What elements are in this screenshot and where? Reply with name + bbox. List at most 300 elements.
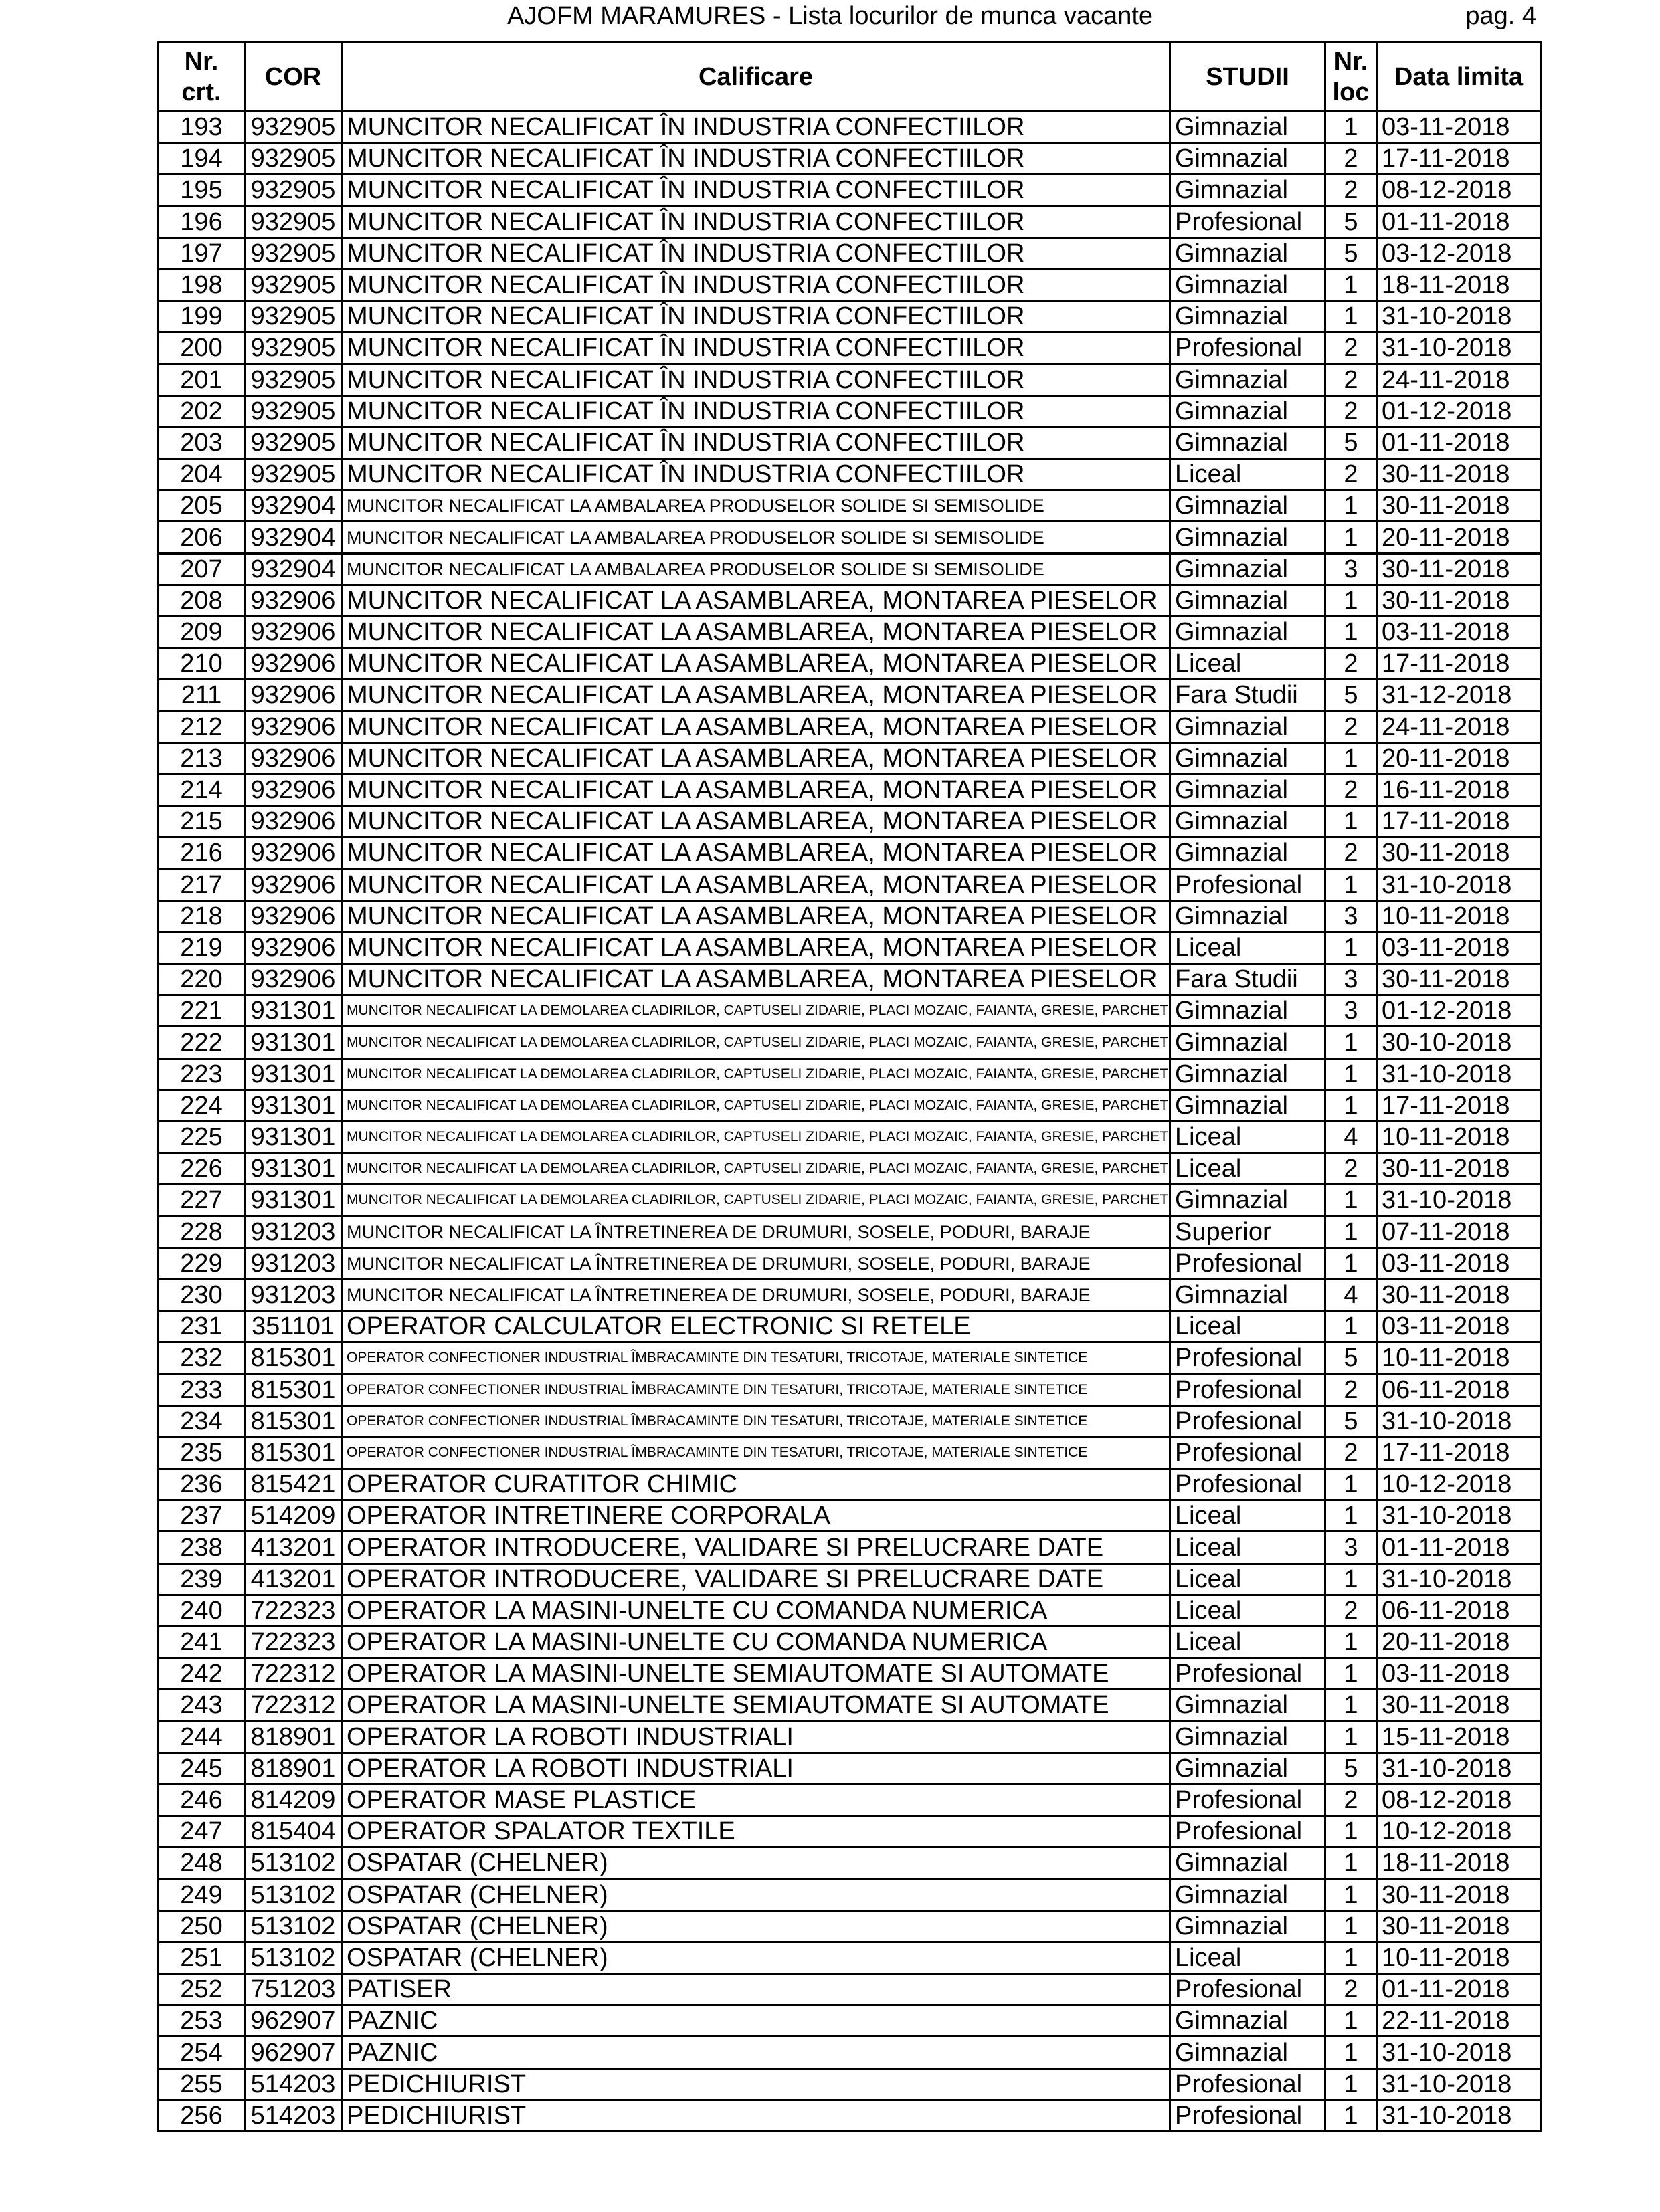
cell-studii: Gimnazial [1170,995,1325,1027]
cell-data-limita: 17-11-2018 [1377,648,1541,680]
cell-nr-crt: 236 [159,1469,245,1500]
table-row [159,617,1541,648]
cell-nr-loc: 1 [1325,1058,1377,1090]
cell-nr-loc: 5 [1325,1342,1377,1374]
vacancies-table [157,41,1542,2132]
cell-data-limita: 16-11-2018 [1377,774,1541,805]
cell-cor: 931203 [245,1247,342,1279]
cell-calificare: MUNCITOR NECALIFICAT LA ASAMBLAREA, MONTAREA PIESELOR [342,869,1170,900]
cell-studii: Liceal [1170,1122,1325,1153]
cell-calificare: OPERATOR LA MASINI-UNELTE SEMIAUTOMATE SI AUTOMATE [342,1690,1170,1721]
table-row [159,1405,1541,1437]
cell-data-limita: 31-10-2018 [1377,1752,1541,1784]
cell-nr-crt: 207 [159,553,245,585]
cell-data-limita: 30-11-2018 [1377,585,1541,616]
cell-studii: Gimnazial [1170,237,1325,269]
cell-data-limita: 01-11-2018 [1377,1974,1541,2005]
cell-nr-crt: 234 [159,1405,245,1437]
cell-data-limita: 22-11-2018 [1377,2005,1541,2037]
cell-cor: 932906 [245,585,342,616]
cell-nr-loc: 2 [1325,837,1377,869]
table-row [159,1721,1541,1752]
cell-cor: 815421 [245,1469,342,1500]
cell-studii: Profesional [1170,1816,1325,1847]
cell-nr-crt: 237 [159,1500,245,1532]
cell-nr-crt: 210 [159,648,245,680]
cell-nr-crt: 249 [159,1879,245,1910]
cell-cor: 932905 [245,237,342,269]
cell-studii: Liceal [1170,1153,1325,1185]
cell-nr-loc: 1 [1325,932,1377,963]
table-row [159,237,1541,269]
table-row [159,1658,1541,1690]
cell-cor: 513102 [245,1847,342,1879]
cell-nr-loc: 1 [1325,301,1377,332]
cell-data-limita: 30-11-2018 [1377,1153,1541,1185]
cell-studii: Gimnazial [1170,522,1325,553]
cell-data-limita: 03-11-2018 [1377,1311,1541,1342]
cell-studii: Gimnazial [1170,1847,1325,1879]
cell-data-limita: 30-11-2018 [1377,1279,1541,1310]
table-row [159,269,1541,300]
cell-calificare: MUNCITOR NECALIFICAT LA ASAMBLAREA, MONTAREA PIESELOR [342,774,1170,805]
cell-nr-loc: 2 [1325,143,1377,175]
cell-nr-crt: 214 [159,774,245,805]
cell-data-limita: 07-11-2018 [1377,1216,1541,1247]
cell-cor: 932905 [245,269,342,300]
cell-nr-loc: 4 [1325,1279,1377,1310]
cell-calificare: MUNCITOR NECALIFICAT LA ASAMBLAREA, MONTAREA PIESELOR [342,648,1170,680]
table-row [159,1216,1541,1247]
cell-data-limita: 24-11-2018 [1377,364,1541,395]
cell-calificare: MUNCITOR NECALIFICAT LA DEMOLAREA CLADIRILOR, CAPTUSELI ZIDARIE, PLACI MOZAIC, FAIANTA, GRESIE, PARCHET [342,1090,1170,1121]
cell-studii: Profesional [1170,1405,1325,1437]
table-row [159,206,1541,237]
cell-data-limita: 20-11-2018 [1377,1627,1541,1658]
col-header-data-limita: Data limita [1377,43,1541,112]
cell-data-limita: 17-11-2018 [1377,143,1541,175]
cell-cor: 932904 [245,522,342,553]
table-row [159,553,1541,585]
cell-calificare: OPERATOR LA ROBOTI INDUSTRIALI [342,1752,1170,1784]
table-row [159,332,1541,364]
cell-nr-crt: 228 [159,1216,245,1247]
cell-nr-crt: 256 [159,2100,245,2131]
cell-nr-loc: 2 [1325,364,1377,395]
cell-cor: 722312 [245,1690,342,1721]
cell-cor: 514203 [245,2068,342,2100]
cell-cor: 932906 [245,869,342,900]
cell-data-limita: 30-11-2018 [1377,1879,1541,1910]
cell-studii: Gimnazial [1170,490,1325,522]
cell-data-limita: 31-10-2018 [1377,2068,1541,2100]
cell-data-limita: 06-11-2018 [1377,1595,1541,1626]
cell-cor: 932905 [245,427,342,458]
cell-cor: 514203 [245,2100,342,2131]
cell-data-limita: 06-11-2018 [1377,1374,1541,1405]
table-row [159,1153,1541,1185]
cell-data-limita: 01-12-2018 [1377,995,1541,1027]
cell-calificare: MUNCITOR NECALIFICAT LA ASAMBLAREA, MONTAREA PIESELOR [342,585,1170,616]
cell-nr-crt: 196 [159,206,245,237]
cell-nr-loc: 1 [1325,742,1377,774]
cell-calificare: MUNCITOR NECALIFICAT ÎN INDUSTRIA CONFECTIILOR [342,237,1170,269]
cell-nr-crt: 253 [159,2005,245,2037]
cell-studii: Gimnazial [1170,711,1325,742]
cell-cor: 815301 [245,1437,342,1468]
cell-studii: Gimnazial [1170,617,1325,648]
cell-nr-crt: 218 [159,900,245,932]
cell-nr-loc: 2 [1325,1784,1377,1815]
cell-cor: 818901 [245,1721,342,1752]
cell-calificare: MUNCITOR NECALIFICAT LA ASAMBLAREA, MONTAREA PIESELOR [342,742,1170,774]
cell-nr-crt: 227 [159,1185,245,1216]
table-row [159,995,1541,1027]
cell-cor: 514209 [245,1500,342,1532]
cell-nr-loc: 2 [1325,395,1377,427]
cell-cor: 931203 [245,1216,342,1247]
cell-cor: 815404 [245,1816,342,1847]
cell-studii: Liceal [1170,1595,1325,1626]
cell-calificare: MUNCITOR NECALIFICAT LA ASAMBLAREA, MONTAREA PIESELOR [342,900,1170,932]
cell-calificare: OPERATOR CURATITOR CHIMIC [342,1469,1170,1500]
table-row [159,301,1541,332]
cell-studii: Gimnazial [1170,2037,1325,2068]
cell-calificare: MUNCITOR NECALIFICAT LA ÎNTRETINEREA DE DRUMURI, SOSELE, PODURI, BARAJE [342,1279,1170,1310]
table-header-row [159,43,1541,112]
cell-calificare: PEDICHIURIST [342,2068,1170,2100]
cell-studii: Gimnazial [1170,1721,1325,1752]
cell-cor: 513102 [245,1879,342,1910]
table-row [159,1879,1541,1910]
cell-nr-loc: 1 [1325,1500,1377,1532]
table-row [159,2100,1541,2131]
cell-nr-crt: 231 [159,1311,245,1342]
table-row [159,869,1541,900]
cell-data-limita: 17-11-2018 [1377,806,1541,837]
cell-nr-crt: 243 [159,1690,245,1721]
cell-studii: Superior [1170,1216,1325,1247]
cell-nr-loc: 2 [1325,332,1377,364]
cell-cor: 932906 [245,964,342,995]
cell-studii: Gimnazial [1170,742,1325,774]
cell-data-limita: 31-10-2018 [1377,1563,1541,1595]
cell-studii: Gimnazial [1170,553,1325,585]
cell-nr-crt: 213 [159,742,245,774]
cell-cor: 932906 [245,837,342,869]
table-row [159,364,1541,395]
cell-nr-crt: 252 [159,1974,245,2005]
table-row [159,1942,1541,1973]
cell-nr-loc: 2 [1325,1437,1377,1468]
cell-studii: Liceal [1170,1627,1325,1658]
table-row [159,522,1541,553]
table-row [159,1974,1541,2005]
cell-nr-loc: 2 [1325,459,1377,490]
cell-cor: 815301 [245,1405,342,1437]
cell-nr-crt: 248 [159,1847,245,1879]
cell-nr-loc: 2 [1325,1974,1377,2005]
cell-cor: 815301 [245,1374,342,1405]
cell-nr-loc: 5 [1325,427,1377,458]
cell-nr-loc: 3 [1325,964,1377,995]
cell-nr-loc: 2 [1325,1595,1377,1626]
cell-nr-crt: 203 [159,427,245,458]
cell-data-limita: 24-11-2018 [1377,711,1541,742]
cell-cor: 932906 [245,806,342,837]
cell-studii: Liceal [1170,1311,1325,1342]
table-row [159,806,1541,837]
cell-calificare: OPERATOR INTRODUCERE, VALIDARE SI PRELUCRARE DATE [342,1532,1170,1563]
cell-nr-crt: 232 [159,1342,245,1374]
cell-calificare: OSPATAR (CHELNER) [342,1847,1170,1879]
cell-cor: 932906 [245,932,342,963]
cell-studii: Gimnazial [1170,806,1325,837]
cell-studii: Gimnazial [1170,837,1325,869]
table-row [159,680,1541,711]
cell-studii: Gimnazial [1170,301,1325,332]
cell-data-limita: 10-12-2018 [1377,1469,1541,1500]
cell-nr-loc: 1 [1325,490,1377,522]
cell-nr-loc: 2 [1325,1374,1377,1405]
cell-data-limita: 30-11-2018 [1377,553,1541,585]
cell-cor: 814209 [245,1784,342,1815]
cell-cor: 932905 [245,364,342,395]
cell-studii: Gimnazial [1170,1185,1325,1216]
cell-calificare: MUNCITOR NECALIFICAT ÎN INDUSTRIA CONFECTIILOR [342,143,1170,175]
cell-nr-crt: 233 [159,1374,245,1405]
cell-nr-crt: 226 [159,1153,245,1185]
cell-cor: 931301 [245,1153,342,1185]
table-row [159,900,1541,932]
cell-nr-loc: 1 [1325,1690,1377,1721]
table-row [159,648,1541,680]
cell-studii: Liceal [1170,459,1325,490]
col-header-loc-line1: Nr. [1333,47,1368,76]
cell-cor: 351101 [245,1311,342,1342]
cell-calificare: OPERATOR CONFECTIONER INDUSTRIAL ÎMBRACAMINTE DIN TESATURI, TRICOTAJE, MATERIALE SINTETICE [342,1342,1170,1374]
table-row [159,427,1541,458]
cell-cor: 815301 [245,1342,342,1374]
cell-cor: 932906 [245,774,342,805]
table-row [159,1910,1541,1942]
cell-calificare: PAZNIC [342,2005,1170,2037]
cell-studii: Profesional [1170,1784,1325,1815]
cell-calificare: MUNCITOR NECALIFICAT LA DEMOLAREA CLADIRILOR, CAPTUSELI ZIDARIE, PLACI MOZAIC, FAIANTA, GRESIE, PARCHET [342,1153,1170,1185]
cell-nr-crt: 217 [159,869,245,900]
cell-nr-crt: 202 [159,395,245,427]
cell-studii: Gimnazial [1170,1910,1325,1942]
table-row [159,711,1541,742]
table-row [159,742,1541,774]
cell-nr-crt: 255 [159,2068,245,2100]
cell-nr-loc: 1 [1325,2037,1377,2068]
cell-calificare: OSPATAR (CHELNER) [342,1910,1170,1942]
cell-calificare: OPERATOR LA MASINI-UNELTE CU COMANDA NUMERICA [342,1627,1170,1658]
cell-nr-loc: 1 [1325,1847,1377,1879]
cell-studii: Profesional [1170,206,1325,237]
cell-cor: 932905 [245,206,342,237]
cell-calificare: MUNCITOR NECALIFICAT ÎN INDUSTRIA CONFECTIILOR [342,332,1170,364]
cell-cor: 722323 [245,1627,342,1658]
cell-calificare: OPERATOR INTRODUCERE, VALIDARE SI PRELUCRARE DATE [342,1563,1170,1595]
cell-calificare: MUNCITOR NECALIFICAT LA ASAMBLAREA, MONTAREA PIESELOR [342,680,1170,711]
cell-data-limita: 30-11-2018 [1377,459,1541,490]
cell-data-limita: 31-10-2018 [1377,301,1541,332]
cell-data-limita: 31-12-2018 [1377,680,1541,711]
cell-nr-crt: 240 [159,1595,245,1626]
table-row [159,1784,1541,1815]
cell-data-limita: 17-11-2018 [1377,1437,1541,1468]
cell-calificare: OPERATOR INTRETINERE CORPORALA [342,1500,1170,1532]
cell-nr-loc: 5 [1325,680,1377,711]
cell-calificare: OPERATOR MASE PLASTICE [342,1784,1170,1815]
table-row [159,175,1541,206]
col-header-nr-line2: crt. [181,78,221,106]
cell-data-limita: 30-11-2018 [1377,837,1541,869]
cell-studii: Profesional [1170,332,1325,364]
page-header [0,0,1660,36]
cell-cor: 932906 [245,617,342,648]
cell-nr-loc: 3 [1325,1532,1377,1563]
cell-data-limita: 01-11-2018 [1377,427,1541,458]
table-row [159,1627,1541,1658]
cell-nr-loc: 1 [1325,806,1377,837]
cell-nr-crt: 244 [159,1721,245,1752]
cell-cor: 932905 [245,395,342,427]
table-row [159,1279,1541,1310]
cell-data-limita: 30-11-2018 [1377,1690,1541,1721]
cell-data-limita: 31-10-2018 [1377,869,1541,900]
cell-studii: Gimnazial [1170,1279,1325,1310]
table-row [159,1595,1541,1626]
cell-calificare: MUNCITOR NECALIFICAT ÎN INDUSTRIA CONFECTIILOR [342,112,1170,143]
cell-nr-crt: 200 [159,332,245,364]
cell-studii: Gimnazial [1170,1879,1325,1910]
cell-nr-loc: 1 [1325,1942,1377,1973]
cell-nr-loc: 1 [1325,1816,1377,1847]
cell-nr-loc: 3 [1325,900,1377,932]
cell-studii: Profesional [1170,2068,1325,2100]
cell-calificare: PEDICHIURIST [342,2100,1170,2131]
cell-calificare: MUNCITOR NECALIFICAT LA ASAMBLAREA, MONTAREA PIESELOR [342,806,1170,837]
table-row [159,1090,1541,1121]
cell-nr-loc: 1 [1325,269,1377,300]
cell-nr-loc: 2 [1325,774,1377,805]
cell-calificare: MUNCITOR NECALIFICAT ÎN INDUSTRIA CONFECTIILOR [342,206,1170,237]
cell-nr-crt: 219 [159,932,245,963]
cell-calificare: MUNCITOR NECALIFICAT LA ASAMBLAREA, MONTAREA PIESELOR [342,964,1170,995]
cell-nr-crt: 222 [159,1027,245,1058]
cell-cor: 931301 [245,1090,342,1121]
cell-nr-loc: 1 [1325,617,1377,648]
cell-studii: Gimnazial [1170,774,1325,805]
cell-data-limita: 03-12-2018 [1377,237,1541,269]
cell-data-limita: 03-11-2018 [1377,1658,1541,1690]
cell-nr-crt: 242 [159,1658,245,1690]
cell-nr-crt: 238 [159,1532,245,1563]
table-row [159,1500,1541,1532]
cell-nr-loc: 1 [1325,1185,1377,1216]
table-row [159,459,1541,490]
cell-cor: 932905 [245,459,342,490]
col-header-loc-line2: loc [1332,78,1370,106]
cell-calificare: MUNCITOR NECALIFICAT LA DEMOLAREA CLADIRILOR, CAPTUSELI ZIDARIE, PLACI MOZAIC, FAIANTA, GRESIE, PARCHET [342,1122,1170,1153]
cell-studii: Gimnazial [1170,269,1325,300]
cell-cor: 932905 [245,175,342,206]
cell-calificare: MUNCITOR NECALIFICAT ÎN INDUSTRIA CONFECTIILOR [342,427,1170,458]
cell-nr-loc: 1 [1325,869,1377,900]
table-row [159,932,1541,963]
cell-studii: Liceal [1170,1563,1325,1595]
table-row [159,112,1541,143]
cell-nr-crt: 239 [159,1563,245,1595]
document-title: AJOFM MARAMURES - Lista locurilor de munca vacante [506,2,1154,30]
cell-cor: 932905 [245,332,342,364]
cell-studii: Gimnazial [1170,427,1325,458]
cell-calificare: OSPATAR (CHELNER) [342,1879,1170,1910]
cell-data-limita: 03-11-2018 [1377,617,1541,648]
cell-studii: Gimnazial [1170,1027,1325,1058]
cell-nr-loc: 1 [1325,1563,1377,1595]
cell-nr-crt: 195 [159,175,245,206]
cell-cor: 932906 [245,900,342,932]
table-row [159,490,1541,522]
cell-calificare: MUNCITOR NECALIFICAT LA AMBALAREA PRODUSELOR SOLIDE SI SEMISOLIDE [342,553,1170,585]
cell-calificare: MUNCITOR NECALIFICAT LA ASAMBLAREA, MONTAREA PIESELOR [342,932,1170,963]
table-row [159,1752,1541,1784]
cell-cor: 932905 [245,112,342,143]
cell-nr-crt: 235 [159,1437,245,1468]
cell-nr-crt: 216 [159,837,245,869]
cell-cor: 931301 [245,1122,342,1153]
cell-calificare: MUNCITOR NECALIFICAT ÎN INDUSTRIA CONFECTIILOR [342,301,1170,332]
cell-cor: 932906 [245,742,342,774]
col-header-nr-loc [1325,43,1377,112]
cell-cor: 932904 [245,490,342,522]
cell-cor: 962907 [245,2005,342,2037]
cell-data-limita: 10-11-2018 [1377,900,1541,932]
cell-data-limita: 03-11-2018 [1377,1247,1541,1279]
cell-data-limita: 18-11-2018 [1377,1847,1541,1879]
cell-cor: 413201 [245,1563,342,1595]
cell-studii: Profesional [1170,1342,1325,1374]
cell-nr-loc: 1 [1325,2068,1377,2100]
cell-data-limita: 31-10-2018 [1377,1058,1541,1090]
cell-cor: 931301 [245,1185,342,1216]
cell-calificare: MUNCITOR NECALIFICAT LA ASAMBLAREA, MONTAREA PIESELOR [342,837,1170,869]
cell-nr-crt: 199 [159,301,245,332]
cell-cor: 751203 [245,1974,342,2005]
cell-studii: Fara Studii [1170,964,1325,995]
cell-cor: 818901 [245,1752,342,1784]
cell-data-limita: 20-11-2018 [1377,742,1541,774]
cell-nr-crt: 208 [159,585,245,616]
cell-nr-loc: 1 [1325,112,1377,143]
cell-calificare: MUNCITOR NECALIFICAT LA DEMOLAREA CLADIRILOR, CAPTUSELI ZIDARIE, PLACI MOZAIC, FAIANTA, GRESIE, PARCHET [342,1185,1170,1216]
cell-studii: Liceal [1170,1532,1325,1563]
cell-nr-loc: 5 [1325,237,1377,269]
cell-calificare: MUNCITOR NECALIFICAT LA DEMOLAREA CLADIRILOR, CAPTUSELI ZIDARIE, PLACI MOZAIC, FAIANTA, GRESIE, PARCHET [342,1058,1170,1090]
cell-nr-crt: 215 [159,806,245,837]
table-row [159,143,1541,175]
cell-data-limita: 30-11-2018 [1377,490,1541,522]
table-body [159,112,1541,2132]
cell-nr-loc: 1 [1325,1090,1377,1121]
cell-cor: 932906 [245,711,342,742]
cell-studii: Profesional [1170,1247,1325,1279]
cell-data-limita: 08-12-2018 [1377,1784,1541,1815]
